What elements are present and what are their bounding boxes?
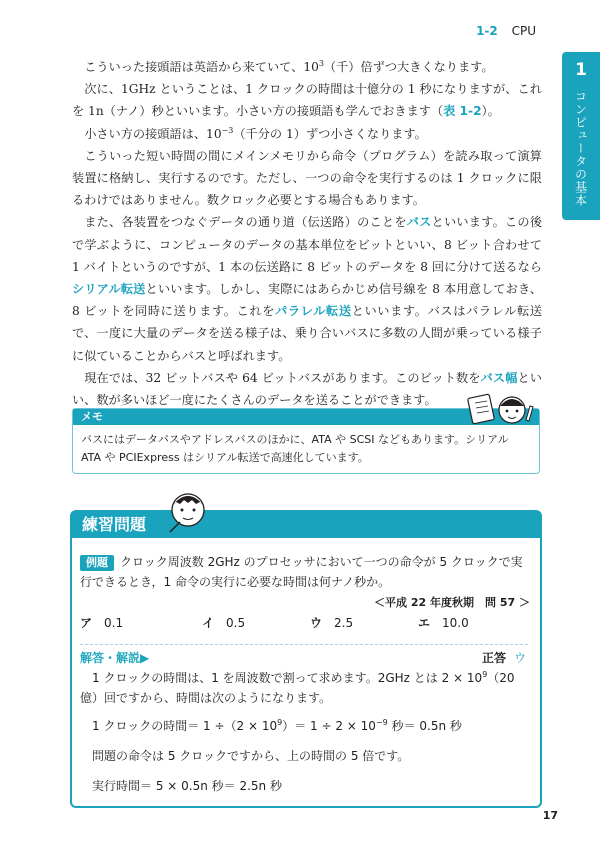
running-header xyxy=(476,24,536,38)
question-text: クロック周波数 2GHz のプロセッサにおいて一つの命令が 5 クロックで実行できるとき，1 命令の実行に必要な時間は何ナノ秒か。 xyxy=(80,555,523,589)
paragraph: また、各装置をつなぐデータの通り道（伝送路）のことをバスといいます。この後で学ぶように、コンピュータのデータの基本単位をビットといい、8 ビット合わせて 1 バイトというのですが、1 本の伝送路に 8 ビットのデータを 8 回に分けて送るならシリアル転送といいます。しかし、実際にはあらかじめ信号線を 8 本用意しておき、8 ビットを同時に送ります。これをパラレル転送といいます。バスはパラレル転送で、一度に大量のデータを送る様子は、乗り合いバスに多数の人間が乗っている様子に似ていることからバスと呼ばれます。 xyxy=(72,215,543,363)
body-text xyxy=(72,56,542,411)
paragraph: こういった短い時間の間にメインメモリから命令（プログラム）を読み取って演算装置に格納し、実行するのです。ただし、一つの命令を実行するのは 1 クロックに限るわけではありません。数クロック必要とする場合もあります。 xyxy=(72,148,542,208)
keyword-bus: バス xyxy=(406,215,432,230)
keyword-parallel: パラレル転送 xyxy=(275,304,352,319)
explanation-formula: 1 クロックの時間＝ $1 \div(2 \times 10^9)= 1 \div 2 \times 10^{-9}$ 秒＝ 0.5n 秒 xyxy=(92,718,462,733)
practice-title: 練習問題 xyxy=(72,512,540,538)
explanation xyxy=(80,668,532,806)
keyword-bus-width: バス幅 xyxy=(480,370,518,385)
keyword-serial: シリアル転送 xyxy=(72,282,146,297)
table-reference: 表 1-2 xyxy=(443,104,482,119)
answer-header xyxy=(80,644,528,666)
section-number: 1-2 xyxy=(476,24,498,38)
example-badge: 例題 xyxy=(80,555,114,571)
explanation-paragraph: 1 クロックの時間は、1 を周波数で割って求めます。2GHz とは $2 \times 10^9(20$ 億）回ですから、時間は次のようになります。 xyxy=(80,670,515,705)
correct-answer: 正答 ウ xyxy=(481,651,526,665)
chapter-number: 1 xyxy=(575,60,587,80)
practice-character-icon xyxy=(166,488,210,536)
paragraph: 次に、1GHz ということは、1 クロックの時間は十億分の 1 秒になりますが、これを 1n（ナノ）秒といいます。小さい方の接頭語も学んでおきます（表 1-2）。 xyxy=(72,82,542,119)
question-source: ＜平成 22 年度秋期 問 57 ＞ xyxy=(374,596,530,609)
explanation-paragraph: 問題の命令は 5 クロックですから、上の時間の 5 倍です。 xyxy=(92,749,410,763)
page-number: 17 xyxy=(542,809,558,822)
choice-item: エ 10.0 xyxy=(418,616,469,630)
memo-label: メモ xyxy=(73,409,539,425)
chapter-label: コンピュータの基本 xyxy=(573,90,588,207)
example-question xyxy=(80,552,530,592)
choice-item: イ 0.5 xyxy=(202,616,246,630)
memo-text: バスにはデータバスやアドレスバスのほかに、ATA や SCSI などもあります。シリアル ATA や PCIExpress はシリアル転送で高速化しています。 xyxy=(81,433,509,464)
paragraph: 現在では、32 ビットバスや 64 ビットバスがあります。このビット数をバス幅といい、数が多いほど一度にたくさんのデータを送ることができます。 xyxy=(72,370,542,408)
explanation-formula: 実行時間＝ 5 × 0.5n 秒＝ 2.5n 秒 xyxy=(92,779,282,793)
memo-character-icon xyxy=(466,392,536,426)
choice-item: ア 0.1 xyxy=(80,616,124,630)
paragraph: 小さい方の接頭語は、$10^{-3}$（千分の 1）ずつ小さくなります。 xyxy=(84,125,427,141)
section-title: CPU xyxy=(511,24,536,38)
answer-heading: 解答・解説▶ xyxy=(80,651,150,665)
choice-item: ウ 2.5 xyxy=(310,616,354,630)
chapter-tab xyxy=(562,52,600,220)
paragraph: こういった接頭語は英語から来ていて、$10^3$（千）倍ずつ大きくなります。 xyxy=(84,58,494,74)
